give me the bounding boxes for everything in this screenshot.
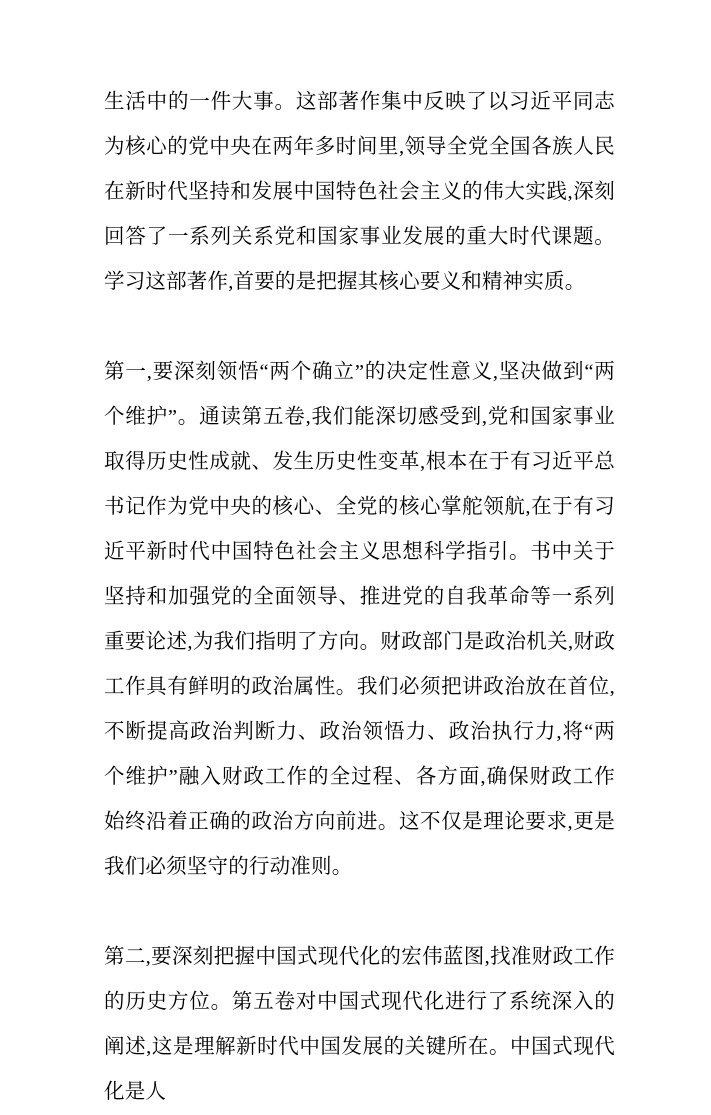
paragraph-3: 第二,要深刻把握中国式现代化的宏伟蓝图,找准财政工作的历史方位。第五卷对中国式现代化进行了系统深入的阐述,这是理解新时代中国发展的关键所在。中国式现代化是人 (104, 946, 615, 1103)
paragraph-2: 第一,要深刻领悟“两个确立”的决定性意义,坚决做到“两个维护”。通读第五卷,我们能深切感受到,党和国家事业取得历史性成就、发生历史性变革,根本在于有习近平总书记作为党中央的核心、全党的核心掌舵领航,在于有习近平新时代中国特色社会主义思想科学指引。书中关于坚持和加强党的全面领导、推进党的自我革命等一系列重要论述,为我们指明了方向。财政部门是政治机关,财政工作具有鲜明的政治属性。我们必须把讲政治放在首位,不断提高政治判断力、政治领悟力、政治执行力,将“两个维护”融入财政工作的全过程、各方面,确保财政工作始终沿着正确的政治方向前进。这不仅是理论要求,更是我们必须坚守的行动准则。 (104, 361, 615, 878)
paragraph-1: 生活中的一件大事。这部著作集中反映了以习近平同志为核心的党中央在两年多时间里,领导全党全国各族人民在新时代坚持和发展中国特色社会主义的伟大实践,深刻回答了一系列关系党和国家事业发展的重大时代课题。学习这部著作,首要的是把握其核心要义和精神实质。 (104, 91, 615, 293)
document-body (104, 80, 615, 1115)
